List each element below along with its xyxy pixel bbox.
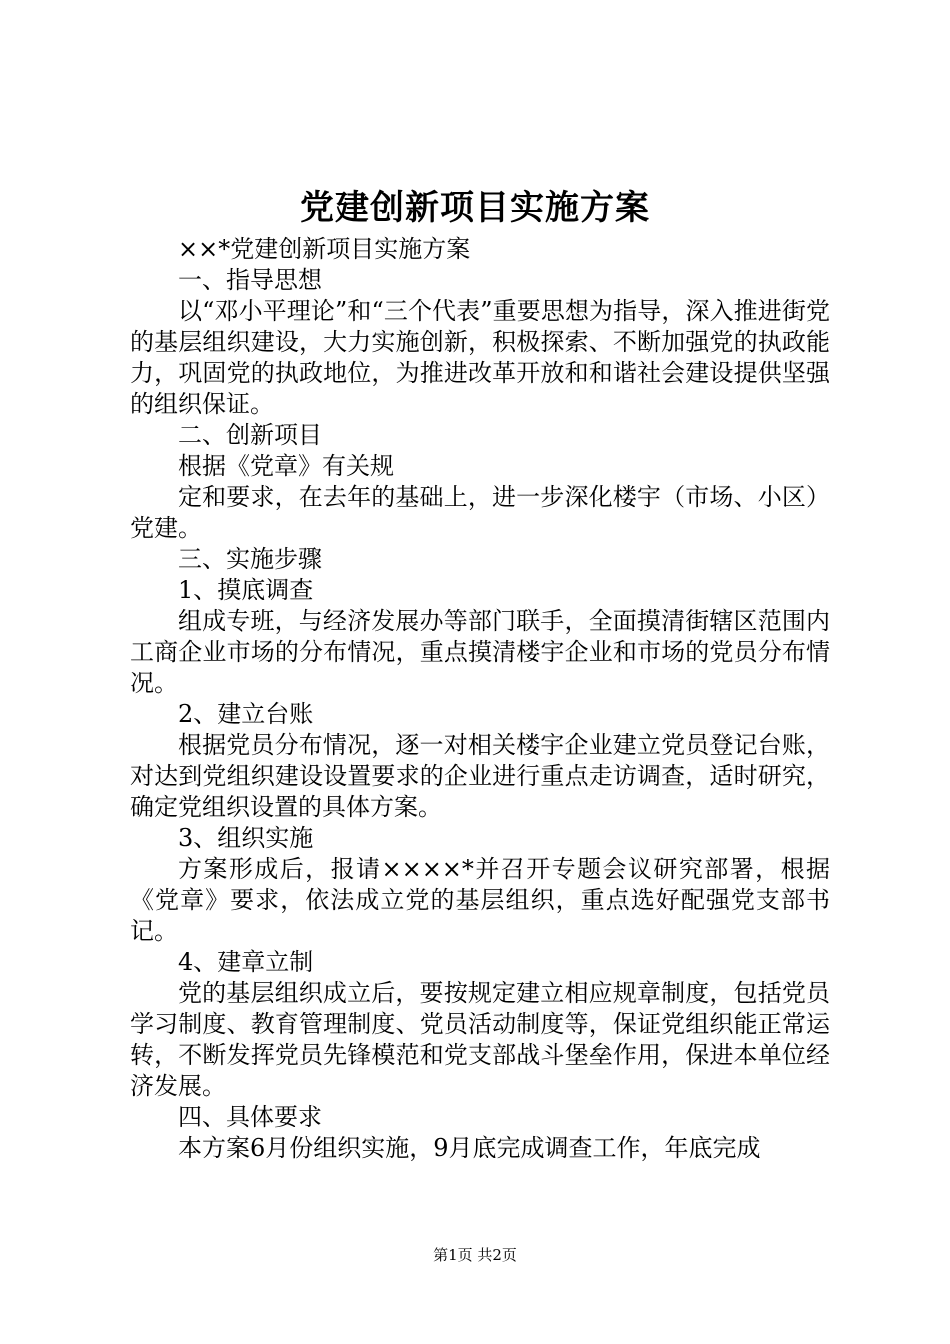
paragraph-organize: 方案形成后，报请××××*并召开专题会议研究部署，根据《党章》要求，依法成立党的基层组织，重点选好配强党支部书记。 [130, 855, 830, 945]
section-heading-implementation-steps: 三、实施步骤 [178, 545, 322, 573]
paragraph-ledger: 根据党员分布情况，逐一对相关楼宇企业建立党员登记台账，对达到党组织建设设置要求的企业进行重点走访调查，适时研究，确定党组织设置的具体方案。 [130, 731, 830, 821]
section-heading-innovation-project: 二、创新项目 [178, 421, 322, 449]
paragraph-survey: 组成专班，与经济发展办等部门联手，全面摸清街辖区范围内工商企业市场的分布情况，重点摸清楼宇企业和市场的党员分布情况。 [130, 607, 830, 697]
section-heading-requirements: 四、具体要求 [178, 1103, 322, 1131]
paragraph-project-part2: 定和要求，在去年的基础上，进一步深化楼宇（市场、小区）党建。 [130, 483, 830, 542]
step-heading-ledger: 2、建立台账 [178, 700, 314, 728]
document-title: 党建创新项目实施方案 [300, 188, 650, 228]
paragraph-subtitle: ××*党建创新项目实施方案 [178, 235, 471, 263]
step-heading-survey: 1、摸底调查 [178, 576, 314, 604]
paragraph-project-part1: 根据《党章》有关规 [178, 452, 394, 480]
section-heading-guiding-ideology: 一、指导思想 [178, 266, 322, 294]
page-footer: 第1页 共2页 [433, 1246, 517, 1264]
paragraph-requirements: 本方案6月份组织实施，9月底完成调查工作，年底完成 [178, 1134, 761, 1162]
document-body [130, 234, 830, 1164]
step-heading-organize: 3、组织实施 [178, 824, 314, 852]
paragraph-guiding-ideology: 以“邓小平理论”和“三个代表”重要思想为指导，深入推进街党的基层组织建设，大力实施创新，积极探索、不断加强党的执政能力，巩固党的执政地位，为推进改革开放和和谐社会建设提供坚强的组织保证。 [130, 297, 830, 418]
step-heading-rules: 4、建章立制 [178, 948, 314, 976]
paragraph-rules: 党的基层组织成立后，要按规定建立相应规章制度，包括党员学习制度、教育管理制度、党员活动制度等，保证党组织能正常运转，不断发挥党员先锋模范和党支部战斗堡垒作用，保进本单位经济发展。 [130, 979, 830, 1100]
